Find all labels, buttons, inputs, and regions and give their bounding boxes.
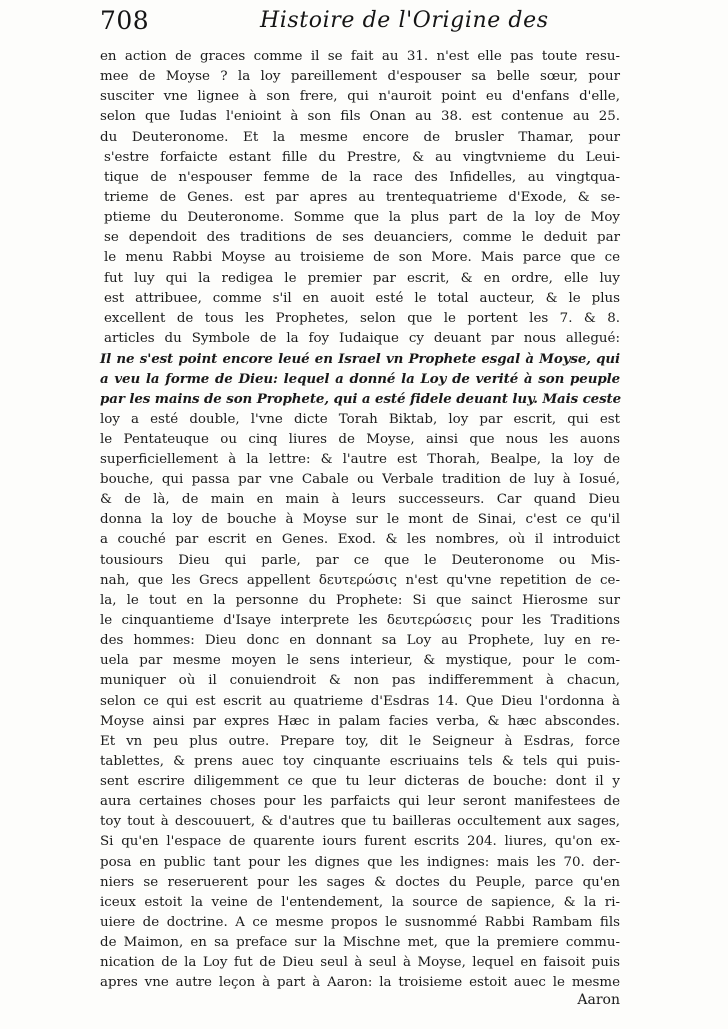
text-line: aura certaines choses pour les parfaicts qui leur seront manifestees de [100, 794, 620, 810]
text-line: superficiellement à la lettre: & l'autre est Thorah, Bealpe, la loy de [100, 451, 620, 467]
text-line: tique de n'espouser femme de la race des Infidelles, au vingtqua- [104, 169, 620, 185]
text-line: bouche, qui passa par vne Cabale ou Verbale tradition de luy à Iosué, [100, 471, 620, 487]
text-line: Et vn peu plus outre. Prepare toy, dit le Seigneur à Esdras, force [100, 733, 620, 749]
text-line [100, 994, 620, 1014]
text-line: iceux estoit la veine de l'entendement, la source de sapience, & la ri- [100, 894, 620, 910]
text-line: & de là, de main en main à leurs successeurs. Car quand Dieu [100, 492, 620, 508]
body-text [100, 47, 620, 1014]
text-line-italic: Il ne s'est point encore leué en Israel vn Prophete esgal à Moyse, qui [100, 351, 620, 368]
text-line: la, le tout en la personne du Prophete: Si que sainct Hierosme sur [100, 592, 620, 608]
text-line: niers se reseruerent pour les sages & doctes du Peuple, parce qu'en [100, 874, 620, 890]
text-line: le Pentateuque ou cinq liures de Moyse, ainsi que nous les auons [100, 431, 620, 447]
text-line: articles du Symbole de la foy Iudaique cy deuant par nous allegué: [104, 330, 620, 346]
text-line: selon ce qui est escrit au quatrieme d'Esdras 14. Que Dieu l'ordonna à [100, 693, 620, 709]
catchword: Aaron [577, 992, 620, 1008]
text-line: nah, que les Grecs appellent δευτερώσις n'est qu'vne repetition de ce- [100, 572, 620, 588]
text-line-italic: par les mains de son Prophete, qui a esté fidele deuant luy. Mais ceste [100, 391, 622, 408]
text-line: tablettes, & prens auec toy cinquante escriuains tels & tels qui puis- [100, 753, 620, 769]
text-line: le cinquantieme d'Isaye interprete les δευτερώσεις pour les Traditions [100, 612, 620, 628]
text-line: en action de graces comme il se fait au 31. n'est elle pas toute resu- [100, 49, 620, 64]
page-number: 708 [100, 6, 150, 35]
text-line: est attribuee, comme s'il en auoit esté le total aucteur, & le plus [104, 290, 620, 306]
text-line: posa en public tant pour les dignes que les indignes: mais les 70. der- [100, 854, 620, 870]
text-line: Si qu'en l'espace de quarente iours furent escrits 204. liures, qu'on ex- [100, 834, 620, 850]
text-line: uiere de doctrine. A ce mesme propos le susnommé Rabbi Rambam fils [100, 915, 620, 931]
text-line: apres vne autre leçon à part à Aaron: la troisieme estoit auec le mesme [100, 975, 620, 991]
text-line: susciter vne lignee à son frere, qui n'auroit point eu d'enfans d'elle, [100, 89, 620, 105]
text-line: le menu Rabbi Moyse au troisieme de son More. Mais parce que ce [104, 250, 620, 266]
text-line: du Deuteronome. Et la mesme encore de brusler Thamar, pour [100, 129, 620, 145]
text-line: muniquer où il conuiendroit & non pas indifferemment à chacun, [100, 673, 620, 689]
text-line: de Maimon, en sa preface sur la Mischne met, que la premiere commu- [100, 935, 620, 951]
text-line: ptieme du Deuteronome. Somme que la plus part de la loy de Moy [104, 210, 620, 226]
text-line: nication de la Loy fut de Dieu seul à seul à Moyse, lequel en faisoit puis [100, 955, 620, 971]
text-line: Moyse ainsi par expres Hæc in palam facies verba, & hæc abscondes. [100, 713, 620, 729]
text-line: donna la loy de bouche à Moyse sur le mont de Sinai, c'est ce qu'il [100, 512, 620, 528]
text-line: excellent de tous les Prophetes, selon que le portent les 7. & 8. [104, 310, 620, 326]
text-line: selon que Iudas l'enioint à son fils Onan au 38. est contenue au 25. [100, 109, 620, 125]
running-title: Histoire de l'Origine des [260, 8, 549, 33]
text-line: trieme de Genes. est par apres au trentequatrieme d'Exode, & se- [104, 189, 620, 205]
text-line: sent escrire diligemment ce que tu leur dicteras de bouche: dont il y [100, 774, 620, 790]
text-line: uela par mesme moyen le sens interieur, & mystique, pour le com- [100, 653, 620, 669]
text-line: a couché par escrit en Genes. Exod. & les nombres, où il introduict [100, 532, 620, 548]
page-header [100, 6, 620, 40]
text-line: loy a esté double, l'vne dicte Torah Biktab, loy par escrit, qui est [100, 411, 620, 427]
text-line: se dependoit des traditions de ses deuanciers, comme le deduit par [104, 230, 620, 246]
text-line: des hommes: Dieu donc en donnant sa Loy au Prophete, luy en re- [100, 633, 620, 649]
text-line: mee de Moyse ? la loy pareillement d'espouser sa belle sœur, pour [100, 69, 620, 85]
text-line: tousiours Dieu qui parle, par ce que le Deuteronome ou Mis- [100, 552, 620, 568]
text-line-italic: a veu la forme de Dieu: lequel a donné la Loy de verité à son peuple [100, 371, 620, 388]
text-line: fut luy qui la redigea le premier par escrit, & en ordre, elle luy [104, 270, 620, 286]
text-line: s'estre forfaicte estant fille du Prestre, & au vingtvnieme du Leui- [104, 149, 620, 165]
text-line: toy tout à descouuert, & d'autres que tu bailleras occultement aux sages, [100, 814, 620, 830]
